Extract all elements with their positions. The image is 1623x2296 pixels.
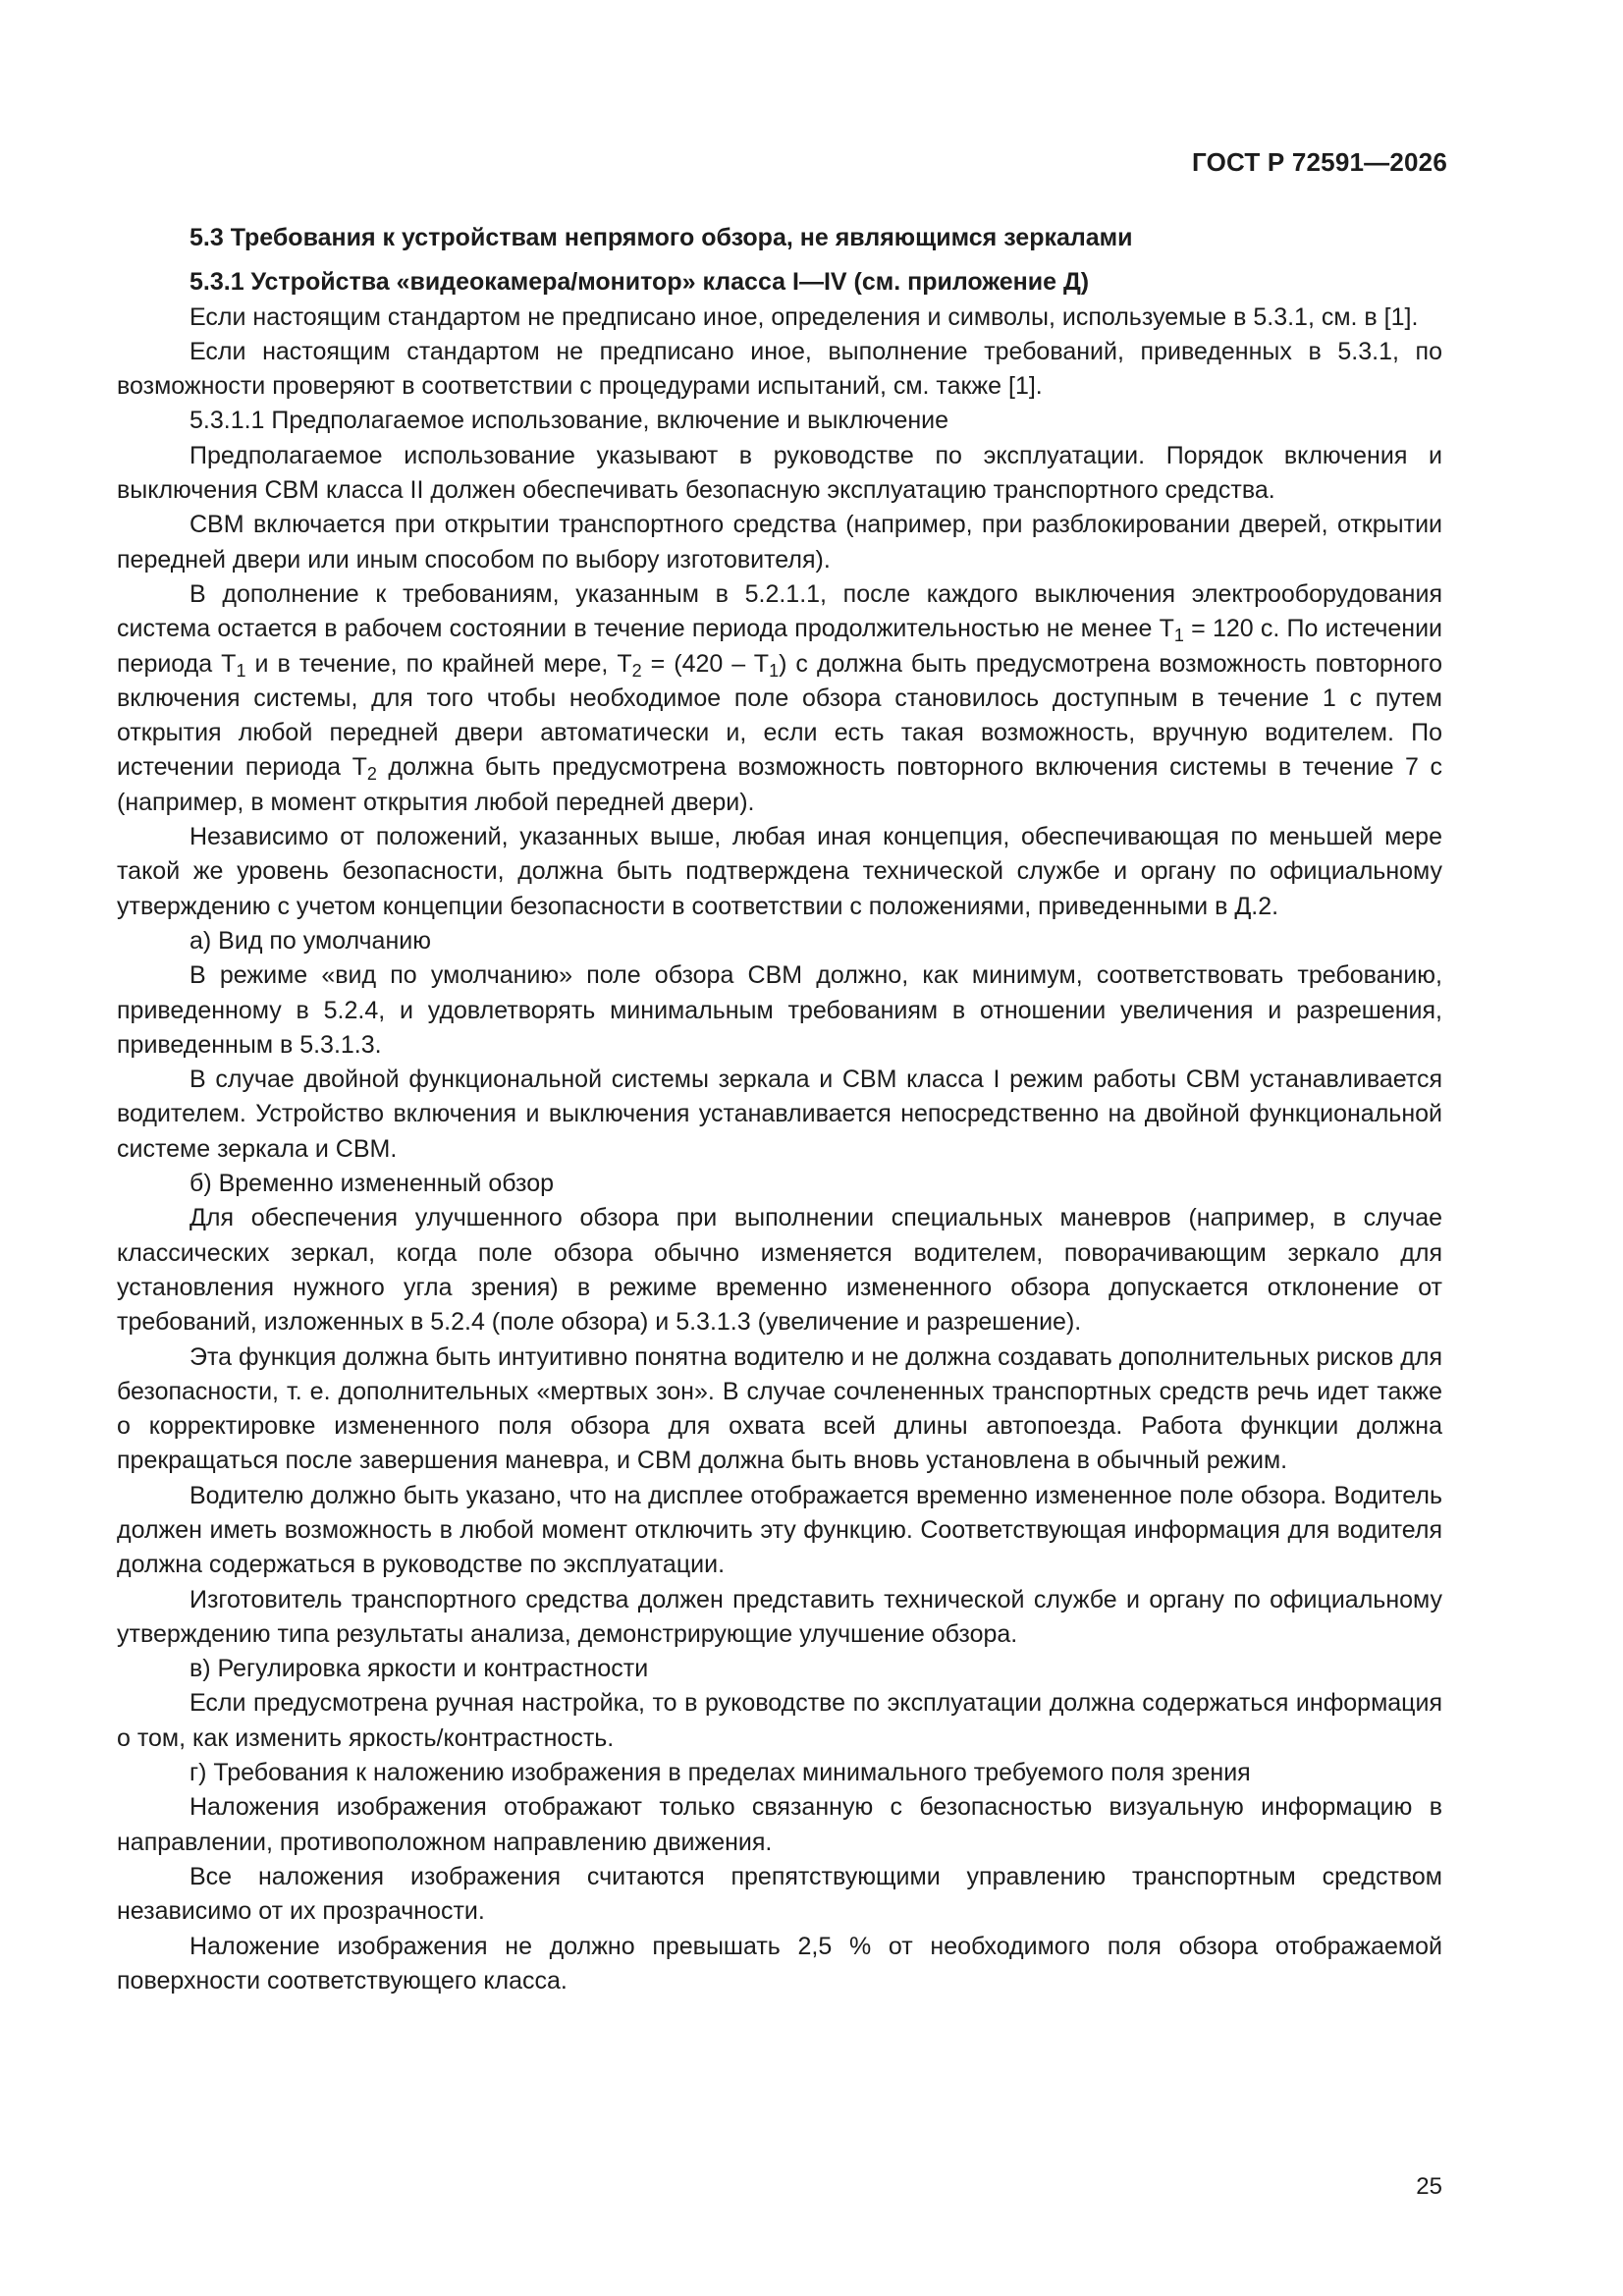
clause-heading: 5.3.1.1 Предполагаемое использование, включение и выключение (189, 407, 949, 435)
document-code: ГОСТ Р 72591—2026 (1192, 147, 1447, 177)
paragraph: Если настоящим стандартом не предписано иное, выполнение требований, приведенных в 5.3.1, по возможности проверяют в соответствии с процедурами испытаний, см. также [1]. (117, 337, 1442, 401)
paragraph: В случае двойной функциональной системы зеркала и СВМ класса I режим работы СВМ устанавливается водителем. Устройство включения и выключения устанавливается непосредственно на двойной функциональной системе зеркала и СВМ. (117, 1066, 1442, 1163)
subscript: 1 (236, 660, 246, 681)
text-run: = 120 с. По истечении периода T (117, 615, 1443, 678)
paragraph: Независимо от положений, указанных выше, любая иная концепция, обеспечивающая по меньшей мере такой же уровень безопасности, должна быть подтверждена технической службе и органу по официальному утверждению с учетом концепции безопасности в соответствии с положениями, приведенными в Д.2. (117, 823, 1442, 920)
paragraph: В режиме «вид по умолчанию» поле обзора СВМ должно, как минимум, соответствовать требованию, приведенному в 5.2.4, и удовлетворять минимальным требованиям в отношении увеличения и разрешения, приведенным в 5.3.1.3. (117, 961, 1442, 1059)
list-item-heading: а) Вид по умолчанию (189, 926, 431, 955)
paragraph: Изготовитель транспортного средства должен представить технической службе и органу по официальному утверждению типа результаты анализа, демонстрирующие улучшение обзора. (117, 1585, 1442, 1648)
text-run: В дополнение к требованиям, указанным в 5.2.1.1, после каждого выключения электрооборудования система остается в рабочем состоянии в течение периода продолжительностью не менее T (117, 579, 1442, 643)
paragraph-timing (117, 577, 1442, 820)
section-title: 5.3 Требования к устройствам непрямого обзора, не являющимся зеркалами (189, 224, 1133, 251)
subscript: 2 (366, 764, 377, 785)
paragraph: Водителю должно быть указано, что на дисплее отображается временно измененное поле обзора. Водитель должен иметь возможность в любой момент отключить эту функцию. Соответствующая информация для водителя должна содержаться в руководстве по эксплуатации. (117, 1481, 1442, 1579)
subscript: 1 (769, 660, 780, 681)
paragraph: Эта функция должна быть интуитивно понятна водителю и не должна создавать дополнительных рисков для безопасности, т. е. дополнительных «мертвых зон». В случае сочлененных транспортных средств речь идет также о корректировке измененного поля обзора для охвата всей длины автопоезда. Работа функции должна прекращаться после завершения маневра, и СВМ должна быть вновь установлена в обычный режим. (117, 1342, 1442, 1475)
paragraph: Предполагаемое использование указывают в руководстве по эксплуатации. Порядок включения и выключения СВМ класса II должен обеспечивать безопасную эксплуатацию транспортного средства. (117, 441, 1442, 505)
paragraph: Если предусмотрена ручная настройка, то в руководстве по эксплуатации должна содержаться информация о том, как изменить яркость/контрастность. (117, 1689, 1442, 1752)
paragraph: Все наложения изображения считаются препятствующими управлению транспортным средством независимо от их прозрачности. (117, 1862, 1442, 1926)
list-item-heading: г) Требования к наложению изображения в пределах минимального требуемого поля зрения (189, 1759, 1251, 1787)
paragraph: Наложения изображения отображают только связанную с безопасностью визуальную информацию в направлении, противоположном направлению движения. (117, 1793, 1442, 1856)
text-run: должна быть предусмотрена возможность повторного включения системы в течение 7 с (например, в момент открытия любой передней двери). (117, 753, 1442, 816)
list-item-heading: б) Временно измененный обзор (189, 1170, 555, 1198)
paragraph: СВМ включается при открытии транспортного средства (например, при разблокировании дверей, открытии передней двери или иным способом по выбору изготовителя). (117, 511, 1442, 574)
subscript: 1 (1173, 626, 1184, 646)
text-run: и в течение, по крайней мере, T (245, 649, 632, 678)
list-item-heading: в) Регулировка яркости и контрастности (189, 1655, 649, 1683)
paragraph: Для обеспечения улучшенного обзора при выполнении специальных маневров (например, в случае классических зеркал, когда поле обзора обычно изменяется водителем, поворачивающим зеркало для установления нужного угла зрения) в режиме временно измененного обзора допускается отклонение от требований, изложенных в 5.2.4 (поле обзора) и 5.3.1.3 (увеличение и разрешение). (117, 1204, 1442, 1337)
paragraph: Если настоящим стандартом не предписано иное, определения и символы, используемые в 5.3.1, см. в [1]. (189, 302, 1419, 331)
document-body (117, 221, 1442, 1998)
page-number: 25 (1416, 2173, 1442, 2200)
subsection-title: 5.3.1 Устройства «видеокамера/монитор» класса I—IV (см. приложение Д) (189, 268, 1090, 297)
text-run: = (420 – T (641, 649, 770, 678)
text-run: ) с должна быть предусмотрена возможность повторного включения системы, для того чтобы необходимое поле обзора становилось доступным в течение 1 с путем открытия любой передней двери автоматически и, если есть такая возможность, вручную водителем. По истечении периода T (117, 649, 1442, 782)
subscript: 2 (631, 660, 642, 681)
paragraph: Наложение изображения не должно превышать 2,5 % от необходимого поля обзора отображаемой поверхности соответствующего класса. (117, 1932, 1442, 1995)
